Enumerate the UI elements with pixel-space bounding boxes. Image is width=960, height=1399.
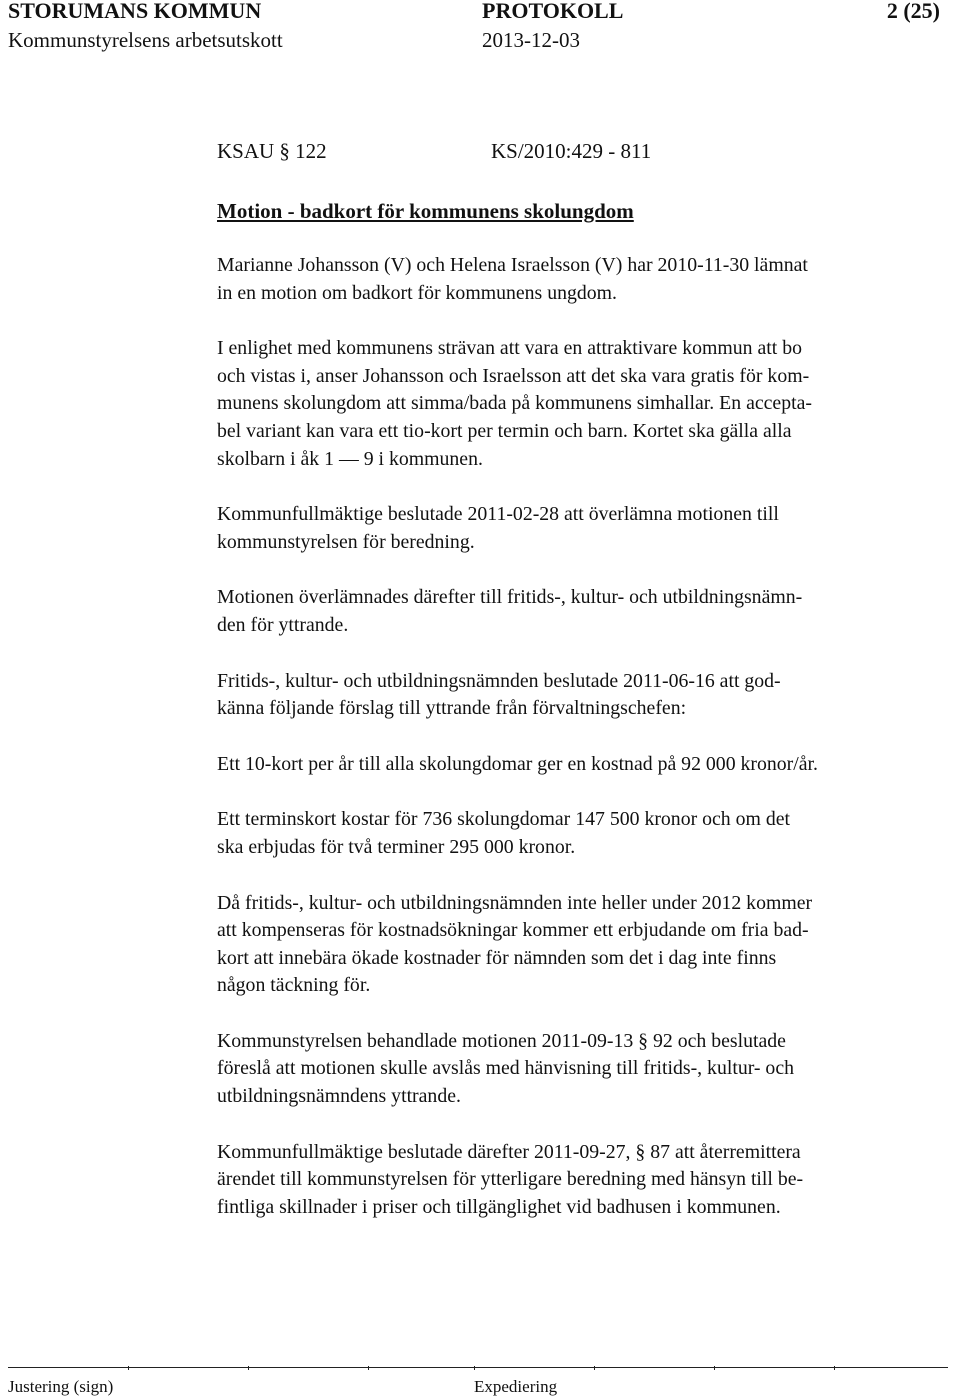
paragraph-line: ska erbjudas för två terminer 295 000 kronor. bbox=[217, 835, 576, 858]
paragraph-line: att kompenseras för kostnadsökningar kommer ett erbjudande om fria bad- bbox=[217, 919, 809, 942]
paragraph-line: den för yttrande. bbox=[217, 613, 349, 636]
paragraph-6 bbox=[217, 751, 957, 779]
paragraph-line: Kommunfullmäktige beslutade därefter 2011-09-27, § 87 att återremittera bbox=[217, 1140, 801, 1163]
paragraph-line: munens skolungdom att simma/bada på kommunens simhallar. En accepta- bbox=[217, 392, 812, 415]
paragraph-line: Ett 10-kort per år till alla skolungdomar ger en kostnad på 92 000 kronor/år. bbox=[217, 752, 818, 775]
paragraph-3 bbox=[217, 501, 957, 556]
signature-line bbox=[8, 1367, 948, 1368]
document-type: PROTOKOLL bbox=[482, 0, 624, 23]
paragraph-line: och vistas i, anser Johansson och Israelsson att det ska vara gratis för kom- bbox=[217, 364, 810, 387]
paragraph-10 bbox=[217, 1139, 957, 1222]
paragraph-7 bbox=[217, 806, 957, 861]
case-line bbox=[217, 137, 957, 165]
paragraph-line: Fritids-, kultur- och utbildningsnämnden beslutade 2011-06-16 att god- bbox=[217, 669, 781, 692]
paragraph-line: Kommunfullmäktige beslutade 2011-02-28 att överlämna motionen till bbox=[217, 503, 779, 526]
paragraph-line: Ett terminskort kostar för 736 skolungdomar 147 500 kronor och om det bbox=[217, 808, 791, 831]
paragraph-line: skolbarn i åk 1 — 9 i kommunen. bbox=[217, 447, 483, 470]
paragraph-9 bbox=[217, 1028, 957, 1111]
paragraph-line: kommunstyrelsen för beredning. bbox=[217, 530, 475, 553]
organization-name: STORUMANS KOMMUN bbox=[8, 0, 262, 23]
committee-name: Kommunstyrelsens arbetsutskott bbox=[8, 28, 283, 52]
paragraph-5 bbox=[217, 668, 957, 723]
paragraph-line: fintliga skillnader i priser och tillgänglighet vid badhusen i kommunen. bbox=[217, 1195, 781, 1218]
meeting-date: 2013-12-03 bbox=[482, 28, 580, 52]
paragraph-line: I enlighet med kommunens strävan att vara en attraktivare kommun att bo bbox=[217, 337, 803, 360]
paragraph-line: föreslå att motionen skulle avslås med hänvisning till fritids-, kultur- och bbox=[217, 1057, 794, 1080]
footer-justering-label: Justering (sign) bbox=[8, 1377, 114, 1396]
paragraph-line: in en motion om badkort för kommunens ungdom. bbox=[217, 281, 617, 304]
footer-expediering-label: Expediering bbox=[474, 1377, 558, 1396]
case-reference: KS/2010:429 - 811 bbox=[491, 139, 652, 163]
case-title: Motion - badkort för kommunens skolungdom bbox=[217, 199, 634, 223]
paragraph-1 bbox=[217, 252, 957, 307]
paragraphs bbox=[217, 252, 957, 1221]
paragraph-line: känna följande förslag till yttrande från förvaltningschefen: bbox=[217, 697, 687, 720]
paragraph-line: ärendet till kommunstyrelsen för ytterligare beredning med hänsyn till be- bbox=[217, 1168, 804, 1191]
document-header-sub bbox=[8, 28, 940, 54]
page-number: 2 (25) bbox=[886, 0, 940, 23]
document-header-top bbox=[8, 0, 940, 26]
paragraph-line: utbildningsnämndens yttrande. bbox=[217, 1085, 461, 1108]
paragraph-line: Kommunstyrelsen behandlade motionen 2011-09-13 § 92 och beslutade bbox=[217, 1029, 786, 1052]
case-paragraph: KSAU § 122 bbox=[217, 139, 327, 163]
paragraph-line: kort att innebära ökade kostnader för nämnden som det i dag inte finns bbox=[217, 946, 777, 969]
paragraph-8 bbox=[217, 890, 957, 1000]
paragraph-line: Motionen överlämnades därefter till fritids-, kultur- och utbildningsnämn- bbox=[217, 586, 803, 609]
protocol-body bbox=[217, 137, 957, 1221]
paragraph-line: någon täckning för. bbox=[217, 974, 371, 997]
paragraph-2 bbox=[217, 335, 957, 473]
paragraph-line: Då fritids-, kultur- och utbildningsnämnden inte heller under 2012 kommer bbox=[217, 891, 813, 914]
paragraph-line: bel variant kan vara ett tio-kort per termin och barn. Kortet ska gälla alla bbox=[217, 419, 792, 442]
paragraph-4 bbox=[217, 584, 957, 639]
paragraph-line: Marianne Johansson (V) och Helena Israelsson (V) har 2010-11-30 lämnat bbox=[217, 254, 808, 276]
